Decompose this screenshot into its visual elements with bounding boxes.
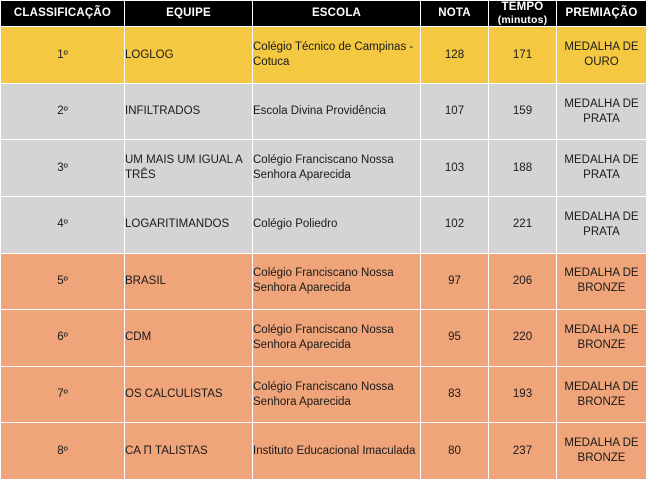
cell-classification: 6º	[1, 310, 125, 367]
cell-award: MEDALHA DE OURO	[557, 27, 646, 84]
header-row	[1, 1, 646, 27]
column-header-classificacao	[1, 1, 125, 27]
cell-school: Colégio Franciscano Nossa Senhora Aparecida	[253, 310, 421, 367]
table-row	[1, 366, 646, 423]
column-header-nota	[421, 1, 489, 27]
cell-score: 83	[421, 366, 489, 423]
column-header-label: CLASSIFICAÇÃO	[13, 7, 112, 20]
cell-award: MEDALHA DE BRONZE	[557, 423, 646, 480]
column-header-label: TEMPO	[501, 1, 544, 13]
cell-score: 107	[421, 83, 489, 140]
cell-school: Escola Divina Providência	[253, 83, 421, 140]
cell-team: UM MAIS UM IGUAL A TRÊS	[125, 140, 253, 197]
cell-classification: 1º	[1, 27, 125, 84]
table-row	[1, 140, 646, 197]
table-row	[1, 310, 646, 367]
cell-team: LOGLOG	[125, 27, 253, 84]
cell-score: 103	[421, 140, 489, 197]
column-header-equipe	[125, 1, 253, 27]
cell-time: 159	[489, 83, 557, 140]
cell-award: MEDALHA DE BRONZE	[557, 310, 646, 367]
cell-award: MEDALHA DE PRATA	[557, 197, 646, 254]
column-header-label: ESCOLA	[311, 7, 362, 20]
cell-school: Colégio Técnico de Campinas - Cotuca	[253, 27, 421, 84]
cell-score: 95	[421, 310, 489, 367]
cell-school: Instituto Educacional Imaculada	[253, 423, 421, 480]
column-header-tempo	[489, 1, 557, 27]
column-header-escola	[253, 1, 421, 27]
cell-classification: 2º	[1, 83, 125, 140]
cell-time: 220	[489, 310, 557, 367]
column-header-sublabel: (minutos)	[497, 14, 548, 27]
cell-score: 97	[421, 253, 489, 310]
table-body	[1, 27, 646, 480]
cell-score: 128	[421, 27, 489, 84]
cell-time: 206	[489, 253, 557, 310]
table-row	[1, 253, 646, 310]
cell-time: 188	[489, 140, 557, 197]
cell-team: CDM	[125, 310, 253, 367]
cell-award: MEDALHA DE PRATA	[557, 140, 646, 197]
cell-classification: 7º	[1, 366, 125, 423]
cell-award: MEDALHA DE BRONZE	[557, 366, 646, 423]
column-header-label: PREMIAÇÃO	[565, 7, 638, 20]
cell-team: BRASIL	[125, 253, 253, 310]
column-header-label: EQUIPE	[166, 7, 211, 20]
cell-classification: 5º	[1, 253, 125, 310]
cell-classification: 3º	[1, 140, 125, 197]
table-row	[1, 27, 646, 84]
cell-classification: 4º	[1, 197, 125, 254]
cell-score: 102	[421, 197, 489, 254]
cell-team: INFILTRADOS	[125, 83, 253, 140]
table-row	[1, 83, 646, 140]
cell-school: Colégio Franciscano Nossa Senhora Aparecida	[253, 140, 421, 197]
cell-team: CA Π TALISTAS	[125, 423, 253, 480]
column-header-label: NOTA	[438, 7, 471, 20]
cell-time: 221	[489, 197, 557, 254]
column-header-premiacao	[557, 1, 646, 27]
table-row	[1, 423, 646, 480]
cell-classification: 8º	[1, 423, 125, 480]
cell-team: OS CALCULISTAS	[125, 366, 253, 423]
cell-school: Colégio Franciscano Nossa Senhora Aparecida	[253, 253, 421, 310]
cell-time: 193	[489, 366, 557, 423]
cell-school: Colégio Poliedro	[253, 197, 421, 254]
cell-school: Colégio Franciscano Nossa Senhora Aparecida	[253, 366, 421, 423]
cell-award: MEDALHA DE PRATA	[557, 83, 646, 140]
table-header	[1, 1, 646, 27]
cell-time: 171	[489, 27, 557, 84]
cell-score: 80	[421, 423, 489, 480]
table-row	[1, 197, 646, 254]
cell-time: 237	[489, 423, 557, 480]
cell-team: LOGARITIMANDOS	[125, 197, 253, 254]
cell-award: MEDALHA DE BRONZE	[557, 253, 646, 310]
